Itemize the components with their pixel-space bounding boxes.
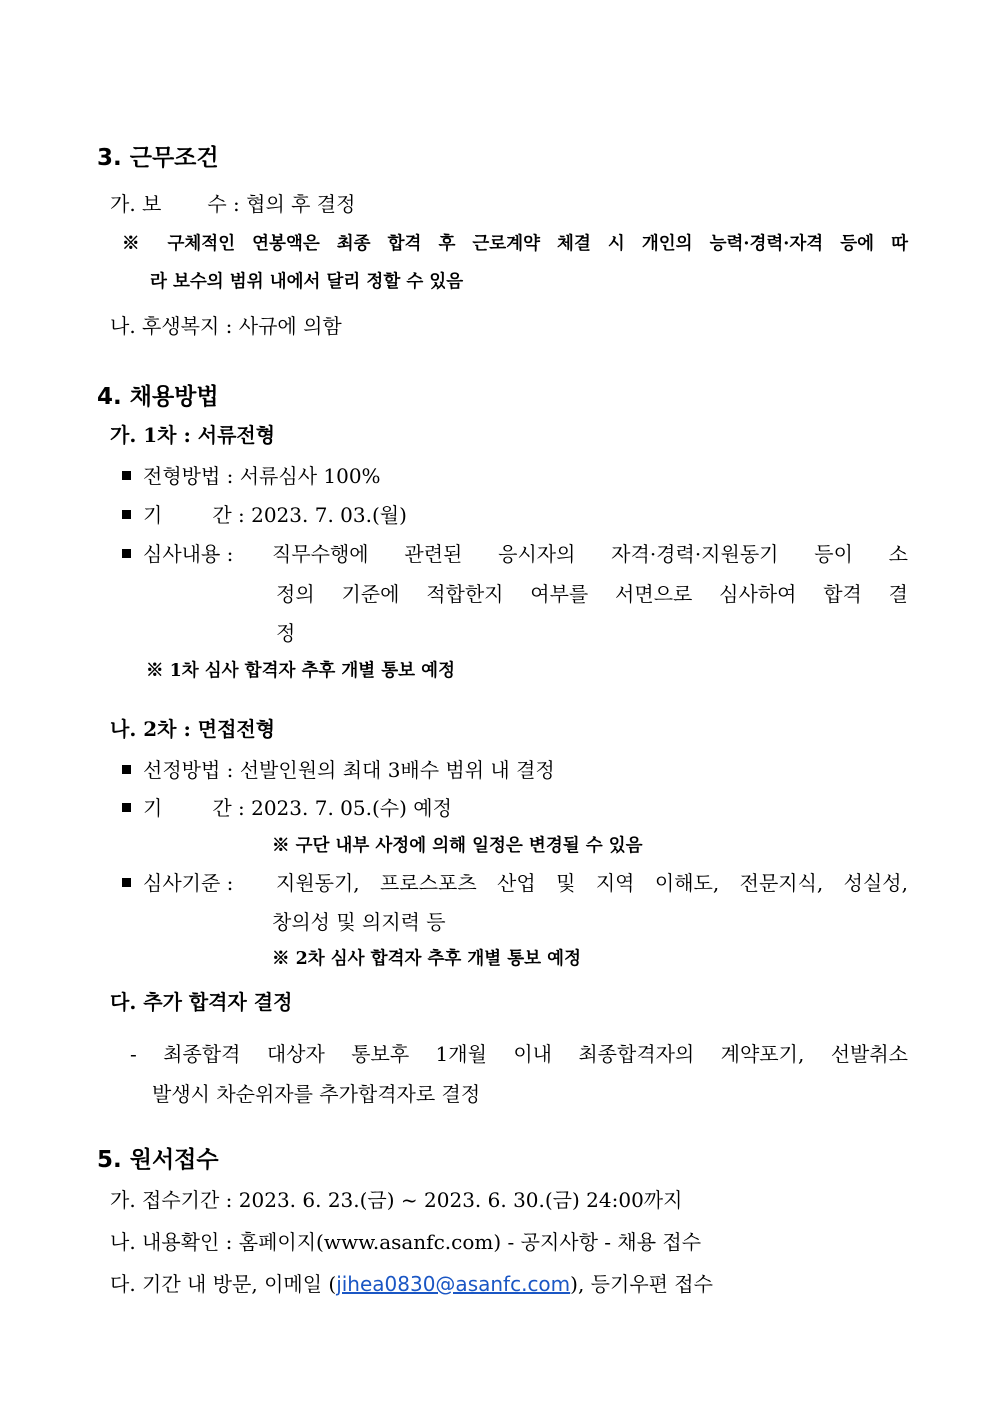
email-link[interactable]: jihea0830@asanfc.com: [336, 1272, 571, 1296]
stage1-period-label: 기: [143, 503, 163, 527]
square-bullet-icon: [122, 765, 131, 774]
stage2-criteria-line1: 지원동기, 프로스포츠 산업 및 지역 이해도, 전문지식, 성실성,: [276, 871, 908, 895]
stage1-content-label-text: 심사내용 :: [143, 542, 234, 566]
square-bullet-icon: [122, 803, 131, 812]
pay-value: 수 : 협의 후 결정: [207, 192, 356, 216]
pay-label: 가. 보: [110, 192, 162, 216]
application-period: 가. 접수기간 : 2023. 6. 23.(금) ~ 2023. 6. 30.(금) 24:00까지: [110, 1188, 683, 1212]
additional-line1: - 최종합격 대상자 통보후 1개월 이내 최종합격자의 계약포기, 선발취소: [130, 1042, 908, 1066]
square-bullet-icon: [122, 471, 131, 480]
stage2-period-value: 간 : 2023. 7. 05.(수) 예정: [212, 796, 452, 820]
stage1-period-value: 간 : 2023. 7. 03.(월): [212, 503, 407, 527]
stage2-note: ※ 2차 심사 합격자 추후 개별 통보 예정: [272, 949, 581, 969]
stage1-content-label: [122, 538, 233, 567]
stage1-content-line3: 정: [276, 621, 296, 645]
stage2-method: [122, 754, 555, 783]
stage2-period: [122, 792, 452, 821]
application-method: [110, 1268, 713, 1297]
stage2-period-note: ※ 구단 내부 사정에 의해 일정은 변경될 수 있음: [272, 836, 643, 856]
stage2-period-label: 기: [143, 796, 163, 820]
stage1-note: ※ 1차 심사 합격자 추후 개별 통보 예정: [146, 661, 455, 681]
stage1-content-line2: 정의 기준에 적합한지 여부를 서면으로 심사하여 합격 결: [276, 582, 908, 606]
additional-line2: 발생시 차순위자를 추가합격자로 결정: [152, 1082, 481, 1106]
stage2-criteria-label: [122, 867, 233, 896]
welfare-line: 나. 후생복지 : 사규에 의함: [110, 314, 342, 338]
stage2-criteria-line2: 창의성 및 의지력 등: [272, 910, 446, 934]
section3-title: 3. 근무조건: [97, 145, 219, 171]
stage1-method-text: 전형방법 : 서류심사 100%: [143, 464, 381, 488]
stage2-criteria-label-text: 심사기준 :: [143, 871, 234, 895]
stage2-heading: 나. 2차 : 면접전형: [110, 717, 276, 741]
stage1-period: [122, 499, 407, 528]
content-confirm: 나. 내용확인 : 홈페이지(www.asanfc.com) - 공지사항 - 채용 접수: [110, 1230, 702, 1254]
square-bullet-icon: [122, 510, 131, 519]
application-method-prefix: 다. 기간 내 방문, 이메일 (: [110, 1272, 337, 1296]
pay-line: [110, 188, 355, 217]
application-method-suffix: ), 등기우편 접수: [570, 1272, 713, 1296]
stage1-method: [122, 460, 381, 489]
section4-title: 4. 채용방법: [97, 384, 219, 410]
pay-note-line2: 라 보수의 범위 내에서 달리 정할 수 있음: [150, 272, 464, 292]
square-bullet-icon: [122, 549, 131, 558]
additional-heading: 다. 추가 합격자 결정: [110, 990, 293, 1014]
stage1-heading: 가. 1차 : 서류전형: [110, 423, 276, 447]
pay-note-line1: ※ 구체적인 연봉액은 최종 합격 후 근로계약 체결 시 개인의 능력·경력·자격 등에 따: [122, 234, 908, 254]
section5-title: 5. 원서접수: [97, 1147, 219, 1173]
stage2-method-text: 선정방법 : 선발인원의 최대 3배수 범위 내 결정: [143, 758, 555, 782]
square-bullet-icon: [122, 878, 131, 887]
stage1-content-line1: 직무수행에 관련된 응시자의 자격·경력·지원동기 등이 소: [272, 542, 908, 566]
